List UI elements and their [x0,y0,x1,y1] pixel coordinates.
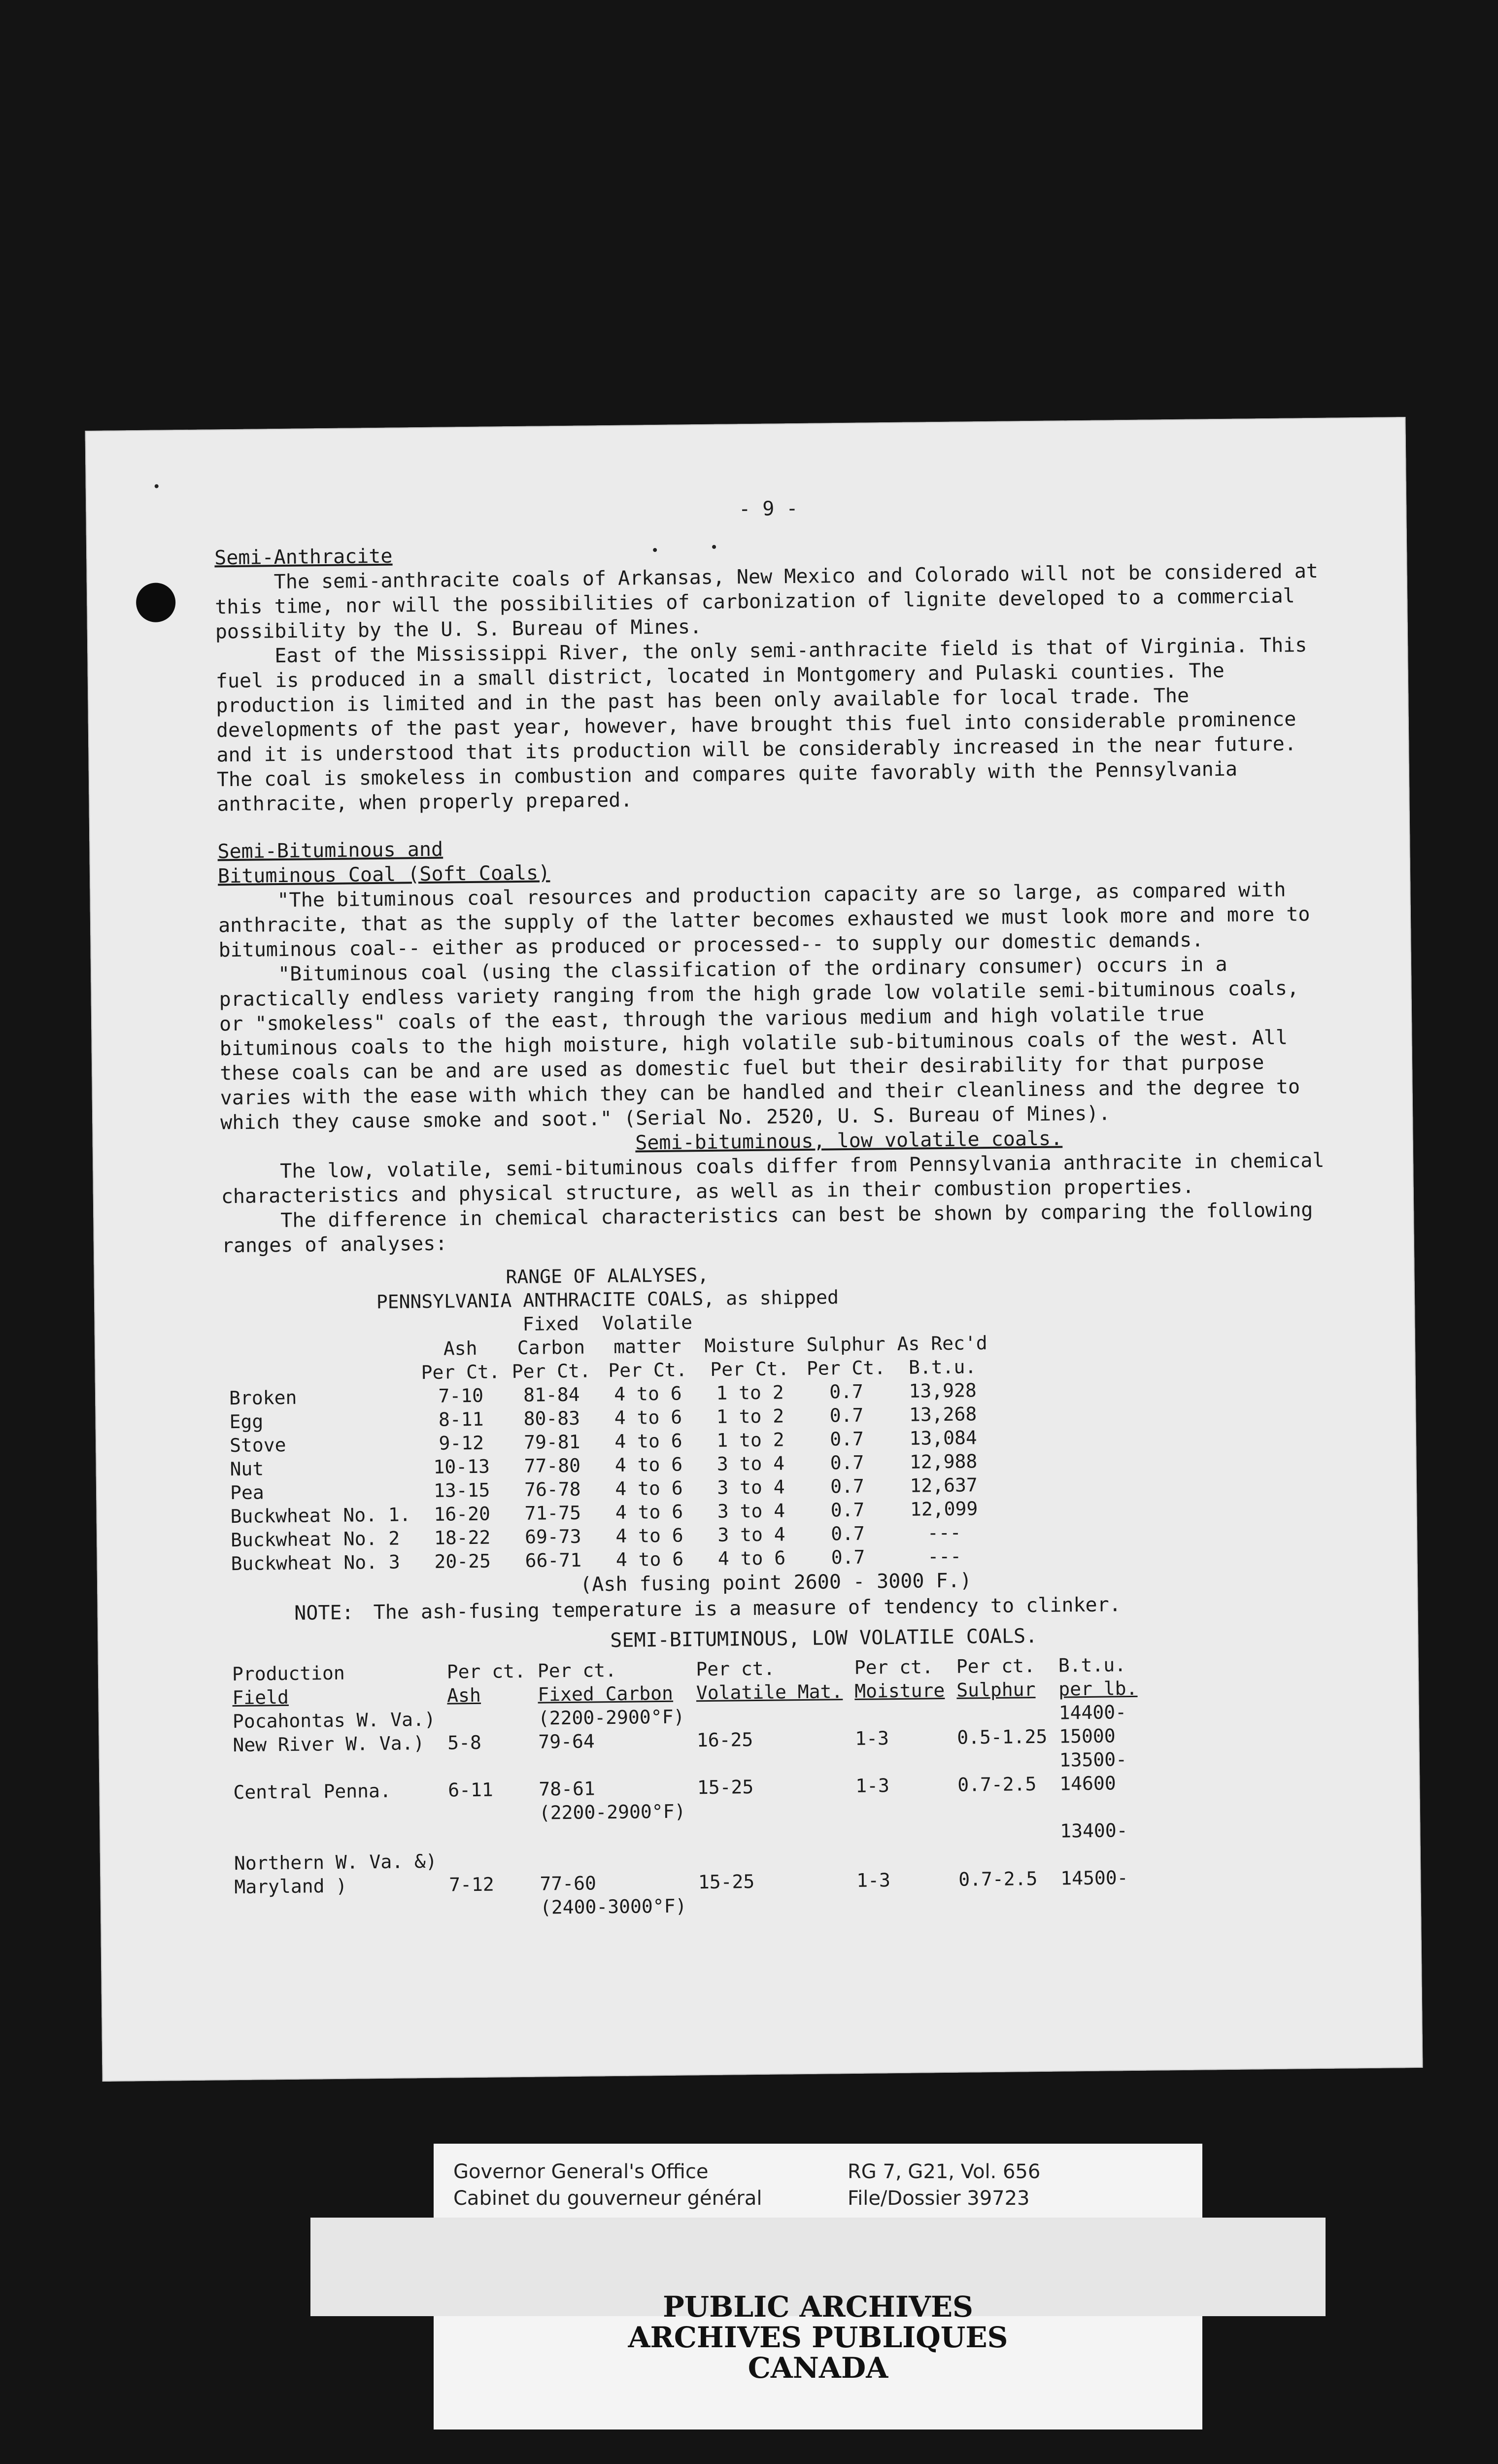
table-cell [443,1848,534,1873]
table-cell [533,1823,692,1848]
table-header [223,1337,415,1363]
table-cell [228,1802,443,1828]
document-page [85,417,1423,2082]
table-cell: Northern W. Va. &) [234,1850,438,1875]
table-cell [534,1847,692,1872]
bituminous-heading-line2: Bituminous Coal (Soft Coals) [217,861,550,888]
table-header [891,1307,993,1332]
table-cell [952,1819,1055,1844]
table-cell [442,1707,533,1731]
table-cell: 1 to 2 [716,1405,784,1428]
table-cell: 6-11 [448,1779,494,1801]
table-cell: 0.7 [830,1451,864,1474]
table-cell: 7-12 [449,1873,495,1896]
table-cell: 3 to 4 [717,1500,785,1522]
table-cell [443,1825,534,1849]
table-cell: 77-60 [540,1872,597,1895]
table-header: Fixed [522,1312,579,1335]
table-cell: 1-3 [856,1869,891,1891]
table-cell: 1-3 [855,1775,890,1797]
table-header: Carbon [517,1336,585,1359]
page-number: - 9 - [738,497,798,521]
table-cell: 0.7 [829,1428,864,1450]
speck [155,484,159,488]
table-cell [1054,1795,1145,1819]
table-cell: 4 to 6 [614,1453,683,1476]
table-cell: Buckwheat No. 2 [230,1527,400,1551]
table-header: Per ct. [854,1656,934,1678]
table2-body [227,1700,1146,1922]
bituminous-para-3: The low, volatile, semi-bituminous coals differ from Pennsylvania anthracite in chemical characteristics and physical structure, as well as in their combustion properties. [221,1149,1325,1208]
archives-line2: ARCHIVES PUBLIQUES [628,2321,1008,2354]
table-header: Per Ct. [421,1361,501,1384]
table-header: Ash [447,1684,481,1707]
semi-anthracite-para-1: The semi-anthracite coals of Arkansas, New Mexico and Colorado will not be considered at this time, nor will the possibilities of carbonization of lignite developed to a commercial possibility by the U. S. Bureau of Mines. [215,559,1319,644]
table-cell: Buckwheat No. 3 [231,1551,401,1575]
table-cell: 0.7 [829,1404,864,1427]
table-cell: Central Penna. [233,1780,391,1804]
table-cell: 10-13 [433,1455,490,1478]
table-cell: New River W. Va.) [233,1732,425,1756]
table-header: Moisture [704,1334,795,1357]
bituminous-para-4: The difference in chemical characteristics can best be shown by comparing the following ranges of analyses: [221,1198,1313,1258]
table-cell: 7-10 [438,1384,484,1407]
ash-fusing-note: (Ash fusing point 2600 - 3000 F.) [579,1569,972,1596]
table-cell: 0.7 [830,1522,865,1545]
table1-title-line2: PENNSYLVANIA ANTHRACITE COALS, as shipped [376,1286,839,1313]
table-header: Per ct. [956,1655,1036,1677]
table-cell: 0.5-1.25 [957,1725,1048,1748]
table-cell [953,1843,1055,1868]
semi-anthracite-para-2: East of the Mississippi River, the only semi-anthracite field is that of Virginia. This fuel is produced in a small district, located in Montgomery and Pulaski counties. The production is limited and in the past has been only available for local trade. The developments of the past year, however, have brought this fuel into considerable prominence and it is understood that its production will be considerably increased in the near future. The coal is smokeless in combustion and compares quite favorably with the Pennsylvania anthracite, when properly prepared. [215,634,1307,816]
table-cell: 3 to 4 [717,1523,785,1546]
bituminous-heading-line1: Semi-Bituminous and [217,838,443,863]
note-text: The ash-fusing temperature is a measure of tendency to clinker. [373,1593,1122,1624]
table-cell: 3 to 4 [716,1452,785,1475]
low-volatile-subheading: Semi-bituminous, low volatile coals. [635,1127,1063,1155]
table-header [222,1313,415,1339]
table-cell [1055,1842,1146,1867]
table-cell: 4 to 6 [615,1501,683,1523]
table-cell: 4 to 6 [614,1406,682,1429]
bituminous-para-1: "The bituminous coal resources and production capacity are so large, as compared with anthracite, that as the supply of the latter becomes exhausted we must look more and more to bituminous coal-- either as produced or processed-- to supply our domestic demands. [218,878,1310,962]
table1-title-line1: RANGE OF ALALYSES, [506,1264,709,1288]
table-cell [850,1844,953,1869]
table-header: Volatile Mat. [696,1680,843,1704]
table-header [800,1308,891,1333]
table-cell [228,1826,443,1852]
table-cell [692,1821,851,1847]
table-cell: Egg [229,1410,264,1433]
table-header: B.t.u. [1058,1654,1126,1677]
table-cell: 0.7 [830,1475,865,1498]
office-en: Governor General's Office [453,2160,709,2183]
table-cell [690,1703,849,1728]
table-cell: 13,268 [909,1403,977,1426]
table-header: Per Ct. [511,1360,591,1383]
table-cell [691,1750,850,1776]
table1-body [223,1378,996,1575]
table-header: per lb. [1058,1677,1138,1700]
table-cell [227,1755,442,1781]
table-cell: 8-11 [438,1408,484,1431]
table-cell: Stove [229,1434,286,1457]
table-cell [849,1749,952,1774]
table-cell: 15000 [1059,1725,1116,1747]
table-cell: Maryland ) [234,1875,347,1898]
table-cell: 14400- [1058,1701,1127,1724]
table-cell [442,1754,533,1779]
table-cell: 12,099 [910,1498,978,1520]
table-cell: 13400- [1060,1819,1128,1842]
table-cell: 9-12 [439,1432,484,1454]
ink-smudge [136,582,176,622]
table-cell: 0.7-2.5 [958,1868,1038,1890]
table-header: Volatile [602,1311,693,1335]
table-cell: 69-73 [524,1525,581,1548]
table-header [698,1309,801,1334]
table-cell: 4 to 6 [615,1548,684,1571]
office-fr: Cabinet du gouverneur général [453,2187,762,2210]
table-cell: 16-25 [696,1729,753,1751]
table-header: As Rec'd [897,1332,987,1355]
table-cell [850,1820,953,1845]
table-cell: 77-80 [524,1454,581,1477]
semi-anthracite-heading: Semi-Anthracite [214,545,393,570]
table-cell: 0.7 [830,1499,865,1521]
table-cell: 13,928 [909,1379,977,1402]
table-cell [691,1798,850,1823]
table-cell: 13,084 [909,1427,977,1449]
archives-stamp [434,2292,1202,2383]
table-cell: 0.7 [831,1546,865,1569]
table-header: Per Ct. [806,1357,886,1379]
table-cell [951,1701,1053,1726]
table-cell [850,1797,952,1821]
table-header: Sulphur [956,1678,1036,1701]
table-cell: --- [927,1521,961,1544]
table-cell: 0.7 [829,1380,864,1403]
table-cell: 13-15 [433,1479,490,1502]
table-cell: 66-71 [525,1549,582,1572]
table-cell: 1 to 2 [716,1429,784,1451]
table-cell: Nut [230,1458,264,1480]
table-header: Ash [443,1337,477,1360]
table-header: Per ct. [446,1660,526,1683]
table-cell: Broken [229,1386,297,1409]
note-label: NOTE: [294,1601,354,1625]
table-header: Field [232,1686,289,1709]
table-cell: 3 to 4 [717,1476,785,1499]
table-cell: 16-20 [434,1503,491,1525]
table-cell [443,1801,534,1826]
table-cell [533,1752,691,1777]
table2-title: SEMI-BITUMINOUS, LOW VOLATILE COALS. [610,1625,1038,1652]
semi-bituminous-table [226,1653,1146,1922]
archive-label [434,2144,1202,2430]
label-office [453,2158,762,2212]
table-cell: 4 to 6 [614,1382,682,1405]
table-cell: 1 to 2 [716,1381,784,1404]
table-header [223,1361,415,1386]
table-cell [692,1892,851,1917]
table-cell: 4 to 6 [615,1524,683,1547]
table-cell: 5-8 [447,1731,482,1754]
table-cell: 79-64 [538,1730,595,1753]
table-header: Per ct. [537,1659,617,1682]
table-cell: 1-3 [854,1727,889,1749]
table-cell: 80-83 [523,1407,580,1430]
table-cell: 4 to 6 [615,1477,683,1500]
table-cell: Pea [230,1481,264,1504]
table-cell [849,1702,951,1727]
table-header: B.t.u. [908,1356,977,1378]
table-cell: 12,637 [910,1474,978,1497]
table-cell: Buckwheat No. 1. [230,1504,411,1528]
table-cell: (2400-3000°F) [540,1895,687,1918]
table-header: Per Ct. [608,1359,687,1382]
table-header: Per ct. [696,1657,775,1680]
table-cell: 4 to 6 [614,1430,682,1452]
table-cell: 76-78 [524,1478,581,1501]
table-cell: Pocahontas W. Va.) [232,1708,436,1733]
anthracite-analyses-table [222,1260,995,1575]
table-cell [443,1896,535,1920]
table-cell [952,1796,1054,1820]
table-cell: 0.7-2.5 [957,1773,1037,1796]
table-cell: 13500- [1059,1748,1127,1771]
table-cell: 4 to 6 [717,1547,786,1570]
table-cell: 78-61 [539,1778,596,1800]
table-cell: 14500- [1060,1867,1128,1889]
clinker-note [225,1590,1334,1627]
table-cell: --- [927,1545,962,1568]
table-cell: 15-25 [698,1871,755,1893]
table-cell: 71-75 [524,1502,581,1524]
table-header: Fixed Carbon [538,1682,674,1706]
table-header: Sulphur [806,1333,885,1356]
table-cell [692,1845,851,1870]
record-group: RG 7, G21, Vol. 656 [848,2160,1041,2183]
table-cell [951,1748,1054,1773]
archives-line1: PUBLIC ARCHIVES [663,2290,973,2324]
label-reference [848,2158,1040,2212]
table-cell: 79-81 [523,1431,580,1453]
table-cell: 12,988 [909,1450,978,1473]
file-number: File/Dossier 39723 [848,2187,1030,2210]
table-cell [851,1891,953,1916]
table-header: Per Ct. [710,1358,789,1380]
page-body [214,492,1337,1922]
bituminous-para-2: "Bituminous coal (using the classification of the ordinary consumer) occurs in a practically endless variety ranging from the high grade low volatile semi-bituminous coals, or "smokeless" coals of the east, through the various medium and high volatile true bituminous coals to the high moisture, high volatile sub-bituminous coals of the west. All these coals can be and are used as domestic fuel but their desirability for that purpose varies with the ease with which they can be handled and their cleanliness and the degree to which they cause smoke and soot." (Serial No. 2520, U. S. Bureau of Mines). [219,953,1300,1134]
table-header: Moisture [854,1679,945,1702]
table-cell [229,1897,443,1923]
table-cell: 20-25 [434,1550,491,1573]
table-header: Production [232,1662,345,1685]
table-cell: 15-25 [697,1776,754,1799]
table-cell [953,1890,1055,1915]
table-cell: 81-84 [523,1383,580,1406]
table-header: matter [613,1335,681,1358]
table-cell [1055,1889,1146,1914]
table-cell: 18-22 [434,1526,491,1549]
table-header [414,1312,506,1337]
table-cell: (2200-2900°F) [539,1800,686,1824]
table-cell: 14600 [1059,1772,1116,1795]
archives-line3: CANADA [748,2351,888,2385]
table-cell: (2200-2900°F) [538,1706,685,1729]
